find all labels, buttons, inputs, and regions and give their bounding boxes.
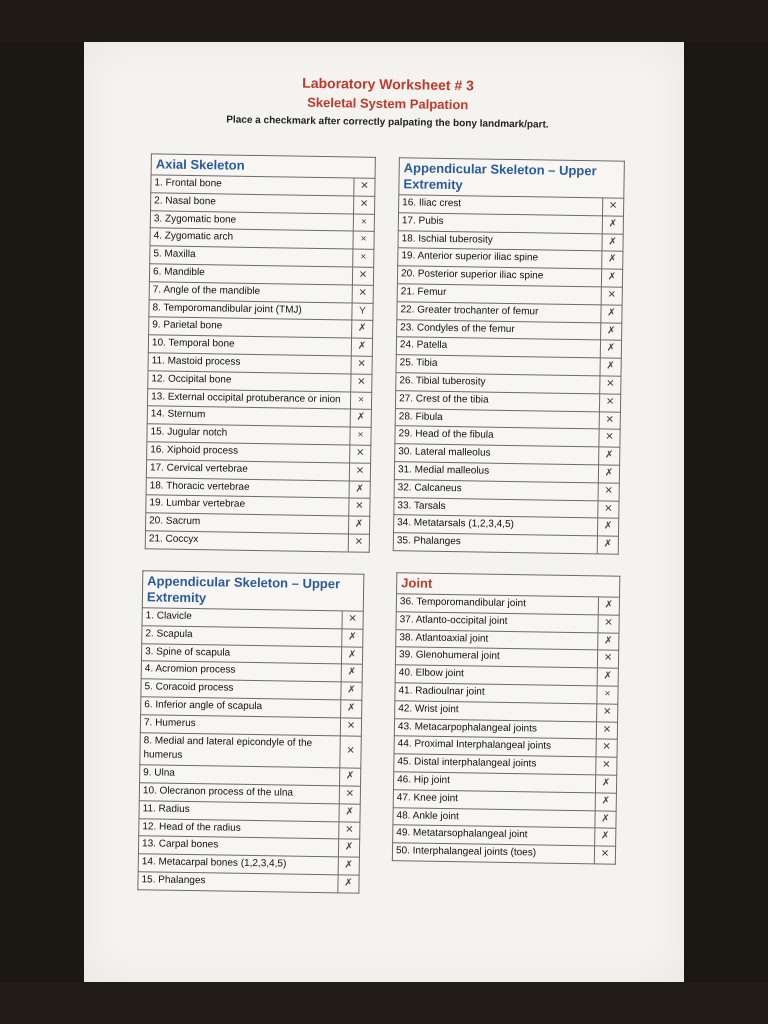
landmark-label: 2. Scapula <box>142 626 342 647</box>
landmark-label: 42. Wrist joint <box>395 700 597 721</box>
checkmark-cell[interactable]: × <box>353 231 374 249</box>
checkmark-cell[interactable]: ✕ <box>596 739 617 757</box>
checkmark-cell[interactable]: ✗ <box>598 632 619 650</box>
landmark-label: 12. Head of the radius <box>139 818 339 839</box>
landmark-label: 45. Distal interphalangeal joints <box>394 754 596 775</box>
checkmark-cell[interactable]: ✕ <box>596 757 617 775</box>
landmark-label: 13. Carpal bones <box>138 836 338 857</box>
landmark-label: 16. Iliac crest <box>399 195 603 216</box>
landmark-label: 20. Posterior superior iliac spine <box>397 266 601 287</box>
landmark-label: 6. Inferior angle of scapula <box>141 697 341 718</box>
landmark-label: 13. External occipital protuberance or inion <box>147 388 350 409</box>
landmark-label: 14. Sternum <box>147 406 350 427</box>
checkmark-cell[interactable]: ✗ <box>341 664 362 682</box>
table-body <box>392 594 619 864</box>
checkmark-cell[interactable]: ✗ <box>338 857 359 875</box>
checkmark-cell[interactable]: ✗ <box>597 536 618 554</box>
checkmark-cell[interactable]: ✕ <box>339 786 360 804</box>
checkmark-cell[interactable]: ✗ <box>350 409 371 427</box>
table-row <box>140 732 361 768</box>
checkmark-cell[interactable]: ✕ <box>599 429 620 447</box>
checkmark-cell[interactable]: ✗ <box>601 322 622 340</box>
checkmark-cell[interactable]: ✗ <box>338 839 359 857</box>
landmark-label: 4. Zygomatic arch <box>150 228 353 249</box>
checkmark-cell[interactable]: Y <box>352 303 373 321</box>
landmark-label: 7. Angle of the mandible <box>149 282 352 303</box>
landmark-label: 8. Temporomandibular joint (TMJ) <box>149 299 352 320</box>
checkmark-cell[interactable]: ✗ <box>595 793 616 811</box>
landmark-label: 50. Interphalangeal joints (toes) <box>392 843 594 864</box>
landmark-label: 44. Proximal Interphalangeal joints <box>394 736 596 757</box>
landmark-label: 49. Metatarsophalangeal joint <box>393 825 595 846</box>
landmark-label: 34. Metatarsals (1,2,3,4,5) <box>394 515 598 536</box>
worksheet-header <box>87 71 688 132</box>
checkmark-cell[interactable]: ✗ <box>595 828 616 846</box>
checkmark-cell[interactable]: ✗ <box>602 216 623 234</box>
checkmark-cell[interactable]: ✗ <box>601 269 622 287</box>
checkmark-cell[interactable]: ✕ <box>348 534 369 552</box>
checkmark-cell[interactable]: ✗ <box>348 516 369 534</box>
table-heading: Joint <box>397 573 620 598</box>
checkmark-cell[interactable]: × <box>353 249 374 267</box>
checkmark-cell[interactable]: ✗ <box>600 340 621 358</box>
checkmark-cell[interactable]: ✗ <box>352 320 373 338</box>
background-top <box>0 0 768 42</box>
checkmark-cell[interactable]: ✕ <box>599 411 620 429</box>
checkmark-cell[interactable]: ✗ <box>338 875 359 893</box>
landmark-label: 47. Knee joint <box>393 789 595 810</box>
checkmark-cell[interactable]: ✕ <box>342 611 363 629</box>
checkmark-cell[interactable]: ✗ <box>602 251 623 269</box>
landmark-label: 21. Coccyx <box>145 531 348 552</box>
checkmark-cell[interactable]: ✕ <box>597 704 618 722</box>
table-heading: Appendicular Skeleton – Upper Extremity <box>399 158 625 199</box>
table-row <box>393 533 618 554</box>
checkmark-cell[interactable]: ✕ <box>598 483 619 501</box>
background-bottom <box>0 982 768 1024</box>
worksheet-content <box>74 37 689 986</box>
landmark-label: 32. Calcaneus <box>394 479 598 500</box>
landmark-label: 41. Radioulnar joint <box>395 683 597 704</box>
checkmark-cell[interactable]: ✕ <box>340 718 361 736</box>
checkmark-cell[interactable]: ✕ <box>351 356 372 374</box>
landmark-label: 17. Pubis <box>398 213 602 234</box>
landmark-label: 26. Tibial tuberosity <box>396 373 600 394</box>
checkmark-cell[interactable]: ✕ <box>349 463 370 481</box>
checkmark-cell[interactable]: × <box>353 214 374 232</box>
landmark-label: 3. Zygomatic bone <box>150 210 353 231</box>
landmark-label: 17. Cervical vertebrae <box>146 460 349 481</box>
checkmark-cell[interactable]: ✕ <box>339 821 360 839</box>
landmark-label: 7. Humerus <box>140 715 340 736</box>
landmark-label: 1. Frontal bone <box>151 175 354 196</box>
worksheet-title: Laboratory Worksheet # 3 <box>302 74 475 94</box>
landmark-label: 35. Phalanges <box>393 533 597 554</box>
checkmark-cell[interactable]: ✕ <box>603 198 624 216</box>
checkmark-cell[interactable]: ✕ <box>599 394 620 412</box>
appendicular-upper-table <box>137 570 364 893</box>
checkmark-cell[interactable]: ✕ <box>598 615 619 633</box>
checkmark-cell[interactable]: ✗ <box>599 447 620 465</box>
landmark-label: 9. Parietal bone <box>149 317 352 338</box>
checkmark-cell[interactable]: ✕ <box>597 650 618 668</box>
landmark-label: 12. Occipital bone <box>148 371 351 392</box>
checkmark-cell[interactable]: ✗ <box>598 465 619 483</box>
landmark-label: 6. Mandible <box>149 264 352 285</box>
checkmark-cell[interactable]: ✕ <box>596 721 617 739</box>
checkmark-cell[interactable]: ✗ <box>598 597 619 615</box>
checkmark-cell[interactable]: ✕ <box>350 445 371 463</box>
worksheet-subtitle: Skeletal System Palpation <box>307 94 469 113</box>
checkmark-cell[interactable]: × <box>350 427 371 445</box>
checkmark-cell[interactable]: ✗ <box>600 358 621 376</box>
table-row <box>145 531 369 552</box>
landmark-label: 33. Tarsals <box>394 497 598 518</box>
checkmark-cell[interactable]: ✕ <box>340 735 362 768</box>
axial-skeleton-table <box>145 153 376 552</box>
checkmark-cell[interactable]: ✕ <box>598 500 619 518</box>
landmark-label: 38. Atlantoaxial joint <box>396 629 598 650</box>
landmark-label: 1. Clavicle <box>142 608 342 629</box>
table-body <box>145 175 375 552</box>
landmark-label: 29. Head of the fibula <box>395 426 599 447</box>
appendicular-lower-table <box>393 157 625 554</box>
checkmark-cell[interactable]: ✗ <box>595 775 616 793</box>
table-row <box>392 843 615 864</box>
landmark-label: 9. Ulna <box>140 765 340 786</box>
landmark-label: 11. Mastoid process <box>148 353 351 374</box>
landmark-label: 2. Nasal bone <box>151 193 354 214</box>
landmark-label: 25. Tibia <box>396 355 600 376</box>
checkmark-cell[interactable]: ✗ <box>597 668 618 686</box>
landmark-label: 15. Phalanges <box>138 872 338 893</box>
checkmark-cell[interactable]: ✕ <box>351 374 372 392</box>
checkmark-cell[interactable]: ✗ <box>595 810 616 828</box>
landmark-label: 39. Glenohumeral joint <box>395 647 597 668</box>
landmark-label: 5. Maxilla <box>150 246 353 267</box>
checkmark-cell[interactable]: ✗ <box>341 700 362 718</box>
landmark-label: 27. Crest of the tibia <box>395 390 599 411</box>
landmark-label: 43. Metacarpophalangeal joints <box>394 718 596 739</box>
checkmark-cell[interactable]: × <box>350 392 371 410</box>
landmark-label: 20. Sacrum <box>146 513 349 534</box>
landmark-label: 4. Acromion process <box>141 661 341 682</box>
checkmark-cell[interactable]: ✗ <box>351 338 372 356</box>
table-heading: Axial Skeleton <box>151 154 375 179</box>
landmark-label: 23. Condyles of the femur <box>397 319 601 340</box>
checkmark-cell[interactable]: ✕ <box>352 267 373 285</box>
checkmark-cell[interactable]: ✗ <box>340 768 361 786</box>
landmark-label: 8. Medial and lateral epicondyle of the humerus <box>140 732 340 768</box>
landmark-label: 16. Xiphoid process <box>147 442 350 463</box>
checkmark-cell[interactable]: ✗ <box>349 481 370 499</box>
landmark-label: 5. Coracoid process <box>141 679 341 700</box>
checkmark-cell[interactable]: ✕ <box>354 196 375 214</box>
landmark-label: 28. Fibula <box>395 408 599 429</box>
checkmark-cell[interactable]: ✕ <box>601 287 622 305</box>
landmark-label: 21. Femur <box>397 284 601 305</box>
checkmark-cell[interactable]: ✕ <box>354 178 375 196</box>
landmark-label: 10. Olecranon process of the ulna <box>139 783 339 804</box>
checkmark-cell[interactable]: ✗ <box>601 305 622 323</box>
landmark-label: 19. Anterior superior iliac spine <box>398 248 602 269</box>
checkmark-cell[interactable]: ✕ <box>349 498 370 516</box>
checkmark-cell[interactable]: × <box>597 686 618 704</box>
worksheet-instruction: Place a checkmark after correctly palpating the bony landmark/part. <box>226 114 549 131</box>
landmark-label: 40. Elbow joint <box>395 665 597 686</box>
landmark-label: 46. Hip joint <box>393 772 595 793</box>
checkmark-cell[interactable]: ✕ <box>600 376 621 394</box>
landmark-label: 18. Ischial tuberosity <box>398 230 602 251</box>
table-body <box>393 195 624 554</box>
checkmark-cell[interactable]: ✕ <box>352 285 373 303</box>
landmark-label: 18. Thoracic vertebrae <box>146 477 349 498</box>
landmark-label: 30. Lateral malleolus <box>395 444 599 465</box>
landmark-label: 48. Ankle joint <box>393 807 595 828</box>
checkmark-cell[interactable]: ✗ <box>341 682 362 700</box>
checkmark-cell[interactable]: ✕ <box>594 846 615 864</box>
landmark-label: 19. Lumbar vertebrae <box>146 495 349 516</box>
checkmark-cell[interactable]: ✗ <box>339 804 360 822</box>
landmark-label: 24. Patella <box>396 337 600 358</box>
joint-table <box>392 572 621 864</box>
landmark-label: 37. Atlanto-occipital joint <box>396 612 598 633</box>
table-row <box>138 872 359 893</box>
worksheet-paper <box>84 42 684 982</box>
landmark-label: 10. Temporal bone <box>148 335 351 356</box>
landmark-label: 14. Metacarpal bones (1,2,3,4,5) <box>138 854 338 875</box>
checkmark-cell[interactable]: ✗ <box>342 629 363 647</box>
checkmark-cell[interactable]: ✗ <box>597 518 618 536</box>
landmark-label: 22. Greater trochanter of femur <box>397 301 601 322</box>
landmark-label: 3. Spine of scapula <box>141 643 341 664</box>
landmark-label: 15. Jugular notch <box>147 424 350 445</box>
checkmark-cell[interactable]: ✗ <box>341 646 362 664</box>
landmark-label: 36. Temporomandibular joint <box>396 594 598 615</box>
table-body <box>138 608 363 893</box>
landmark-label: 31. Medial malleolus <box>394 462 598 483</box>
landmark-label: 11. Radius <box>139 800 339 821</box>
checkmark-cell[interactable]: ✗ <box>602 234 623 252</box>
table-heading: Appendicular Skeleton – Upper Extremity <box>142 571 364 611</box>
